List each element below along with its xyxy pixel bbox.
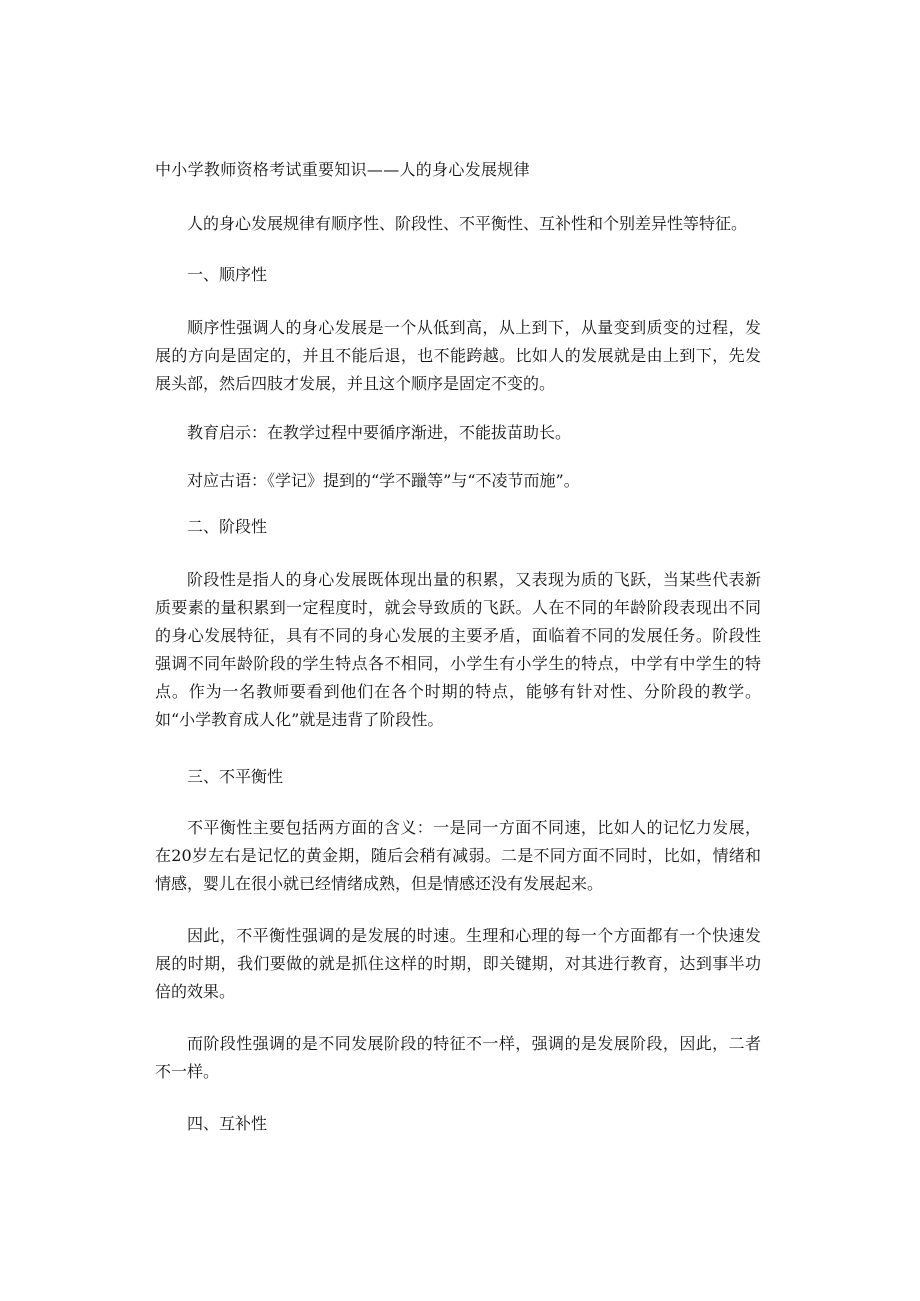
sequence-paragraph: 顺序性强调人的身心发展是一个从低到高，从上到下，从量变到质变的过程，发展的方向是固定的，并且不能后退，也不能跨越。比如人的发展就是由上到下，先发展头部，然后四肢才发展，并且这个顺序是固定不变的。 — [155, 318, 761, 393]
sequence-ancient-saying: 对应古语：《学记》提到的“学不躐等”与“不凌节而施”。 — [187, 471, 580, 490]
sequence-teaching-insight: 教育启示：在教学过程中要循序渐进，不能拔苗助长。 — [187, 423, 572, 442]
section-heading-imbalance: 三、不平衡性 — [187, 767, 284, 786]
section-heading-complementarity: 四、互补性 — [187, 1114, 268, 1133]
section-heading-sequence: 一、顺序性 — [187, 265, 268, 284]
imbalance-comparison: 而阶段性强调的是不同发展阶段的特征不一样，强调的是发展阶段，因此，二者不一样。 — [155, 1034, 761, 1081]
stage-paragraph: 阶段性是指人的身心发展既体现出量的积累，又表现为质的飞跃，当某些代表新质要素的量积累到一定程度时，就会导致质的飞跃。人在不同的年龄阶段表现出不同的身心发展特征，具有不同的身心发展的主要矛盾，面临着不同的发展任务。阶段性强调不同年龄阶段的学生特点各不相同，小学生有小学生的特点，中学有中学生的特点。作为一名教师要看到他们在各个时期的特点，能够有针对性、分阶段的教学。如“小学教育成人化”就是违背了阶段性。 — [155, 570, 761, 729]
document-title: 中小学教师资格考试重要知识——人的身心发展规律 — [155, 160, 530, 179]
section-heading-stage: 二、阶段性 — [187, 517, 268, 536]
imbalance-paragraph: 不平衡性主要包括两方面的含义：一是同一方面不同速，比如人的记忆力发展，在20岁左右是记忆的黄金期，随后会稍有减弱。二是不同方面不同时，比如，情绪和情感，婴儿在很小就已经情绪成熟，但是情感还没有发展起来。 — [155, 818, 761, 893]
intro-paragraph: 人的身心发展规律有顺序性、阶段性、不平衡性、互补性和个别差异性等特征。 — [187, 214, 748, 233]
imbalance-conclusion: 因此，不平衡性强调的是发展的时速。生理和心理的每一个方面都有一个快速发展的时期，我们要做的就是抓住这样的时期，即关键期，对其进行教育，达到事半功倍的效果。 — [155, 926, 761, 1001]
